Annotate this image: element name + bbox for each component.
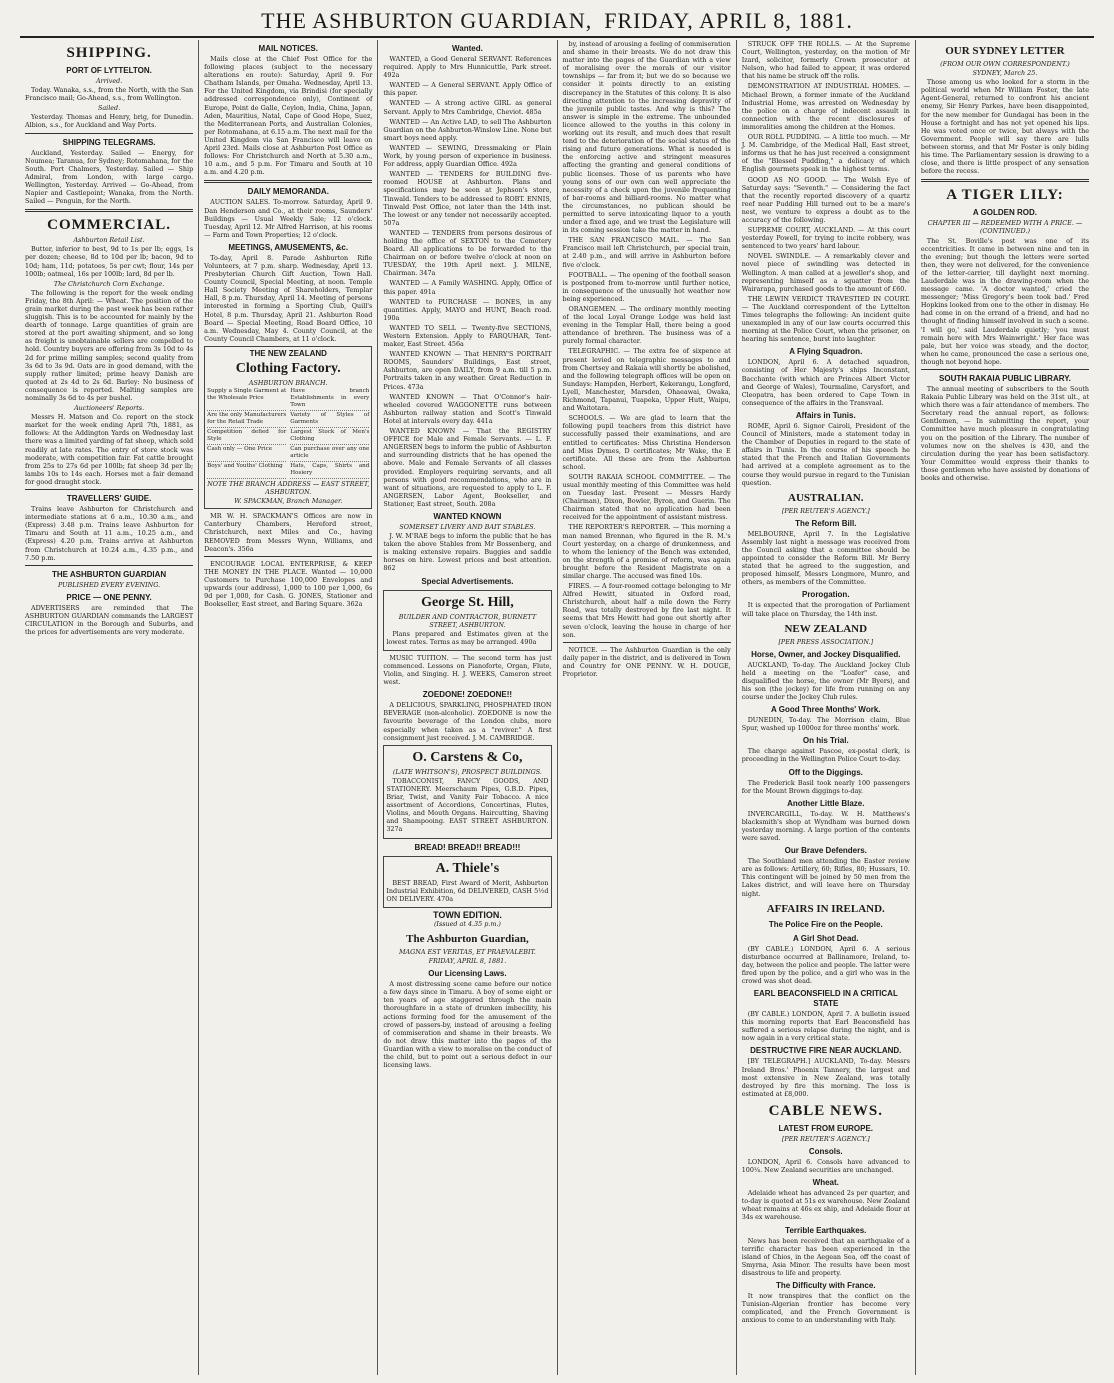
clothing-row: Have branch Establishments in every Town [290,388,369,411]
cable-press: [PER REUTER'S AGENCY.] [781,1134,870,1143]
divider [25,133,193,134]
travellers-text: Trains leave Ashburton for Christchurch and intermediate stations at 6 a.m., 10.30 a.m., and (Express) 3.48 p.m. Trains leave Ashburton for Timaru and South at 11 a.m., 10.25 a.m., and (Express) 4.20 p.m. Trains arrive at Ashburton from Christchurch at 10.24 a.m., 4.35 p.m., and 7.50 p.m. [25,505,194,562]
corn-text: The following is the report for the week ending Friday, the 8th April: — Wheat. The position of the grain market during the past week has been rather sluggish. This is to be accounted for mainly by the dearth of tonnage. Large quantities of grain are stored at the port awaiting shipment, and so long as freight is unobtainable sellers are compelled to hold. Country buyers are offering from 3s 10d to 4s 2d for prime milling samples; second quality from 3s 6d to 3s 9d. Oats are in good demand, with the supply rather limited; prime heavy Danish are quoted at 2s 4d to 2s 6d. Barley: No business of consequence is reported. Malting samples are nominally 3s 6d to 4s per bushel. [25,288,194,402]
squadron-text: LONDON, April 6. A detached squadron, consisting of Her Majesty's ships Inconstant, Bacchante (with which are Princes Albert Victor and George of Wales), Tourmaline, Carysfort, and Cleopatra, has been ordered to Cape Town in consequence of the affairs in the Transvaal. [741,358,910,407]
arrived-heading: Arrived. [95,77,123,85]
news-item: FOOTBALL. — The opening of the football season is postponed from to-morrow until further notice, in consequence of the unusually hot weather now being experienced. [562,270,731,303]
column-6 [916,40,1094,1375]
news-item: SUPREME COURT, AUCKLAND. — At this court yesterday Powell, for trying to incite robbery, was sentenced to two years' hard labour. [741,226,910,251]
encourage-ad: ENCOURAGE LOCAL ENTERPRISE, & KEEP THE MONEY IN THE PLACE. Wanted — 10,000 Customers to Purchase 100,000 Envelopes and upwards (our address), 1,000 to 100 per 1,000, 6s 9d per 1,000, for Cash. G. JONES, Stationer and Bookseller, East street, and Baring Square. 362a [204,559,373,609]
column-4 [558,40,737,1375]
guardian-notice-sub: PUBLISHED EVERY EVENING. [57,580,161,589]
hill-ad [383,590,551,651]
column-1 [20,40,199,1375]
blaze-heading: Another Little Blaze. [787,798,865,808]
chapter-heading: CHAPTER III — REDEEMED WITH A PRICE. — (CONTINUED.) [927,219,1083,236]
tiger-sub: A GOLDEN ROD. [972,208,1038,218]
trial-heading: On his Trial. [802,736,849,746]
column-5 [737,40,916,1375]
blaze-text: INVERCARGILL, To-day. W. H. Matthews's blacksmith's shop at Wyndham was burned down yesterday morning. A large portion of the contents were saved. [741,809,910,843]
telegrams-heading: SHIPPING TELEGRAMS. [62,137,156,147]
retail-heading: Ashburton Retail List. [73,236,145,245]
wanted-ad: WANTED to PURCHASE — BONES, in any quantities. Apply, MAYO and HUNT, Beach road. 190a [383,297,552,322]
latest-heading: LATEST FROM EUROPE. [778,1123,874,1133]
news-item: GOOD AS NO GOOD. — The Welsh Eye of Saturday says: "Seventh." — Considering the fact that the recently reported discovery of a quartz reef near Pudding Hill turned out to be a mare's nest, we venture to express a doubt as to the accuracy of the following. [741,175,910,224]
australian-press: [PER REUTER'S AGENCY.] [781,506,870,515]
reform-text: MELBOURNE, April 7. In the Legislative Assembly last night a message was received from the Council asking that a committee should be appointed to consider the Reform Bill. Mr Berry stated that he agreed to the suggestion, and proposed himself, Messrs Longmore, Munro, and others, as members of the Committee. [741,529,910,587]
news-item: FIRES. — A four-roomed cottage belonging to Mr Alfred Hewitt, situated in Oxford road, Christchurch, about half a mile down the Ferry Road, was totally destroyed by fire last night. It seems that Mrs Hewitt had gone out shortly after seven o'clock, leaving the house in charge of her son. [562,582,731,639]
beaconsfield-heading: EARL BEACONSFIELD IN A CRITICAL STATE [753,989,898,1009]
news-item: SCHOOLS. — We are glad to learn that the following pupil teachers from this district have successfully passed their examinations, and are entitled to certificates: Miss Christina Henderson and Miss Dymes, D certificates; Mr Wake, the E certificate. All these are from the Ashburton school. [562,414,731,471]
fire-heading: DESTRUCTIVE FIRE NEAR AUCKLAND. [750,1046,902,1056]
meetings-text: To-day, April 8. Parade Ashburton Rifle Volunteers, at 7 p.m. sharp. Wednesday, April 13. Presbyterian Church Gift Auction, Town Hall. County Council, Special Meeting, at noon. Temple Hall Society Meeting of Shareholders, Templar Hall, 8 p.m. Thursday, April 14. Meeting of persons interested in forming a Sporting Club, Quill's Hotel, 8 p.m. Thursday, April 21. Ashburton Road Board — Special Meeting, Road Board Office, 10 a.m. Wednesday, May 4. County Council, at the County Council Chambers, at 11 o'clock. [204,253,373,343]
music-ad: MUSIC TUITION. — The second term has just commenced. Lessons on Pianoforte, Organ, Flute, Violin, and Singing. H. J. WEEKS, Cameron street west. [383,653,552,687]
paper-title: The Ashburton Guardian, [406,932,529,945]
guardian-notice-text: ADVERTISERS are reminded that The ASHBURTON GUARDIAN commands the LARGEST CIRCULATION in the Borough and Suburbs, and the prices for advertisements are very moderate. [25,603,194,637]
hill-title: George St. Hill, [421,594,514,610]
wheat-heading: Wheat. [812,1178,839,1188]
clothing-row: Can purchase over any one article [290,446,369,462]
divider [25,565,193,566]
wanted-ad: WANTED KNOWN — That O'Connor's hair-wheeled covered WAGGONETTE runs between Ashburton railway station and Scott's Tinwald Hotel at intervals every day. 441a [383,392,552,425]
news-item: THE SAN FRANCISCO MAIL. — The San Francisco mail left Christchurch, per special train, at 2.40 p.m., and will arrive in Ashburton before five o'clock. [562,236,731,269]
divider [204,556,372,557]
prorogation-text: It is expected that the prorogation of Parliament will take place on Thursday, the 14th inst. [741,601,910,618]
clothing-row: Cash only — One Price [207,446,286,462]
clothing-title: Clothing Factory. [235,360,341,376]
licensing-text: A most distressing scene came before our notice a few days since in Timaru. A boy of some eight or ten years of age staggered through the main thoroughfare in a state of drunken imbecility, his actions forming food for the amusement of the crowd of passers-by, instead of arousing a feeling of commiseration and shame in their breasts. We do not draw this matter into the pages of the Guardian with a view to moralise on the conduct of the child, but to point out a serious defect in our licensing laws. [383,980,552,1070]
divider [921,179,1089,182]
clothing-row: Largest Stock of Men's Clothing [290,429,369,445]
paper-motto: MAGNA EST VERITAS, ET PRAEVALEBIT. [399,947,536,956]
columns [20,40,1094,1375]
divider [204,180,372,183]
editorial-text: by, instead of arousing a feeling of commiseration and shame in their breasts. We do not draw this matter into the pages of the Guardian with a view of moralising over the morals of our visitor townships — far from it; but we do so because we consider it points directly to an existing discrepancy in the Statutes of this colony. It is also directing attention to the increasing depravity of the juvenile public tastes. And why is this? The answer is simple in the extreme. The unbounded licence allowed to the youths in this colony in working out its result, and much does that result tend to the deterioration of the social status of the rising and future generations. What is needed is the enforcing active and stringent measures affecting the granting and general conditions of public licenses. Those of us parents who have young sons of our own can well appreciate the necessity of a check upon the juvenile frequenting of bar-rooms and billiard-rooms. No matter what the circumstances, no publican should be permitted to serve intoxicating liquor to a youth under a fixed age, and we trust the Legislature will in its coming session take the matter in hand. [562,40,731,235]
defenders-heading: Our Brave Defenders. [784,846,867,856]
cable-heading: CABLE NEWS. [768,1102,883,1119]
wanted-ad: WANTED — A General SERVANT. Apply Office of this paper. [383,81,552,98]
notice-text: NOTICE. — The Ashburton Guardian is the only daily paper in the district, and is delivered in Town and Country for ONE PENNY. W. H. DOUGE, Proprietor. [562,645,731,679]
clothing-row: Variety of Styles of Garments [290,412,369,428]
clothing-row: Competition defied for Style [207,429,286,445]
memoranda-heading: DAILY MEMORANDA. [247,187,329,197]
defenders-text: The Southland men attending the Easter review are as follows: Artillery, 60; Rifles, 80; Hussars, 10. This contingent will be joined by 50 men from the Lakes district, and will leave here on Thursday night. [741,857,910,898]
town-edition: TOWN EDITION. [433,909,502,920]
carstens-title: O. Carstens & Co, [412,749,523,765]
wanted-ad: WANTED — An Active LAD, to sell The Ashburton Guardian on the Ashburton-Winslow Line. None but smart boys need apply. [383,117,552,142]
sydney-sub: (FROM OUR OWN CORRESPONDENT.) [940,60,1070,68]
squadron-heading: A Flying Squadron. [789,347,863,357]
zoedone-text: A DELICIOUS, SPARKLING, PHOSPHATED IRON BEVERAGE (non-alcoholic). ZOEDONE is now the favourite beverage of the London clubs, more especially when taken as a "reviver." A first consignment just received. J. M. CAMBRIDGE. [383,701,552,742]
masthead-paper-name: THE ASHBURTON GUARDIAN, [261,8,593,33]
work-heading: A Good Three Months' Work. [771,705,881,715]
shipping-heading: SHIPPING. [66,45,152,61]
wanted-ad: WANTED — A strong active GIRL as general Servant. Apply to Mrs Cambridge, Cheviot. 485a [383,99,552,116]
news-item: SOUTH RAKAIA SCHOOL COMMITTEE. — The usual monthly meeting of this Committee was held on Tuesday last. Present — Messrs Hardy (Chairman), Dixon, Bowler, Byron, and Guerin. The Chairman stated that no application had been received for the appointment of assistant mistress. [562,472,731,522]
consols-heading: Consols. [808,1147,843,1156]
news-item: OUR ROLL PUDDING. — A little too much. — Mr J. M. Cambridge, of the Medical Hall, East street, informs us that he has just received a consignment of the "Blessed Pudding," a delicacy of which English gourmets speak in the highest terms. [741,133,910,174]
news-item: ORANGEMEN. — The ordinary monthly meeting of the local Loyal Orange Lodge was held last evening in the Templar Hall, there being a good attendance of brethren. The business was of a purely formal character. [562,305,731,346]
column-2 [199,40,378,1375]
corn-heading: The Christchurch Corn Exchange. [53,279,165,288]
clothing-row: Are the only Manufacturers for the Retail Trade [207,412,286,428]
news-item: TELEGRAPHIC. — The extra fee of sixpence at present levied on telegraphic messages to and from Chertsey and Rakaia will shortly be abolished, and the following telegraph offices will be open on Sundays: Hampden, Herbert, Kekerangu, Longford, Lyell, Manchester, Marsden, Ohaeawai, Owaka, Richmond, Tapanui, Tuapeka, Upper Hutt, Waipu, and Waitotara. [562,347,731,413]
spackman-ad: MR W. H. SPACKMAN'S Offices are now in Canterbury Chambers, Hereford street, Christchurch, next Miles and Co., having REMOVED from Messrs Wynn, Williams, and Deacon's. 356a [204,512,373,553]
travellers-heading: TRAVELLERS' GUIDE. [66,494,152,504]
guardian-notice-title: THE ASHBURTON GUARDIAN [51,569,167,579]
clothing-branch: ASHBURTON BRANCH. [248,378,328,387]
library-heading: SOUTH RAKAIA PUBLIC LIBRARY. [939,374,1071,383]
quakes-text: News has been received that an earthquake of a terrific character has been experienced in the island of Chios, in the Aegean Sea, off the coast of Smyrna, Asia Minor. The results have been most disastrous to life and property. [741,1236,910,1277]
carstens-ad [383,745,551,839]
tunis-text: ROME, April 6. Signor Cairoli, President of the Council of Ministers, made a statement today in the Chamber of Deputies in regard to the state of affairs in Tunis. In the course of his speech he stated that the French and Italian Governments had arrived at a complete agreement as to the course they would pursue in regard to the Tunisian question. [741,421,910,487]
tiger-text: The St. Boville's post was one of its eccentricities. It came in between nine and ten in the evening; but though the letters were sorted then, they were not delivered, for the convenience of the letter-carrier, till daylight next morning. Lauderdale was in the drawing-room when the message came. 'A doctor wanted,' cried the messenger; 'Miss Gregory's been took bad.' Fred Hopkins looked from one to the other in dismay. He had come in on the errand of a friend, and had no thought of finding himself involved in such a scene. 'I will go,' said Lauderdale quietly; 'you must remain here with Mrs Wainwright.' Her face was pale, but her voice was steady, and the doctor, when he came, pronounced the case a serious one, though not beyond hope. [920,236,1090,366]
masthead-date: FRIDAY, APRIL 8, 1881. [604,8,853,33]
commercial-heading: COMMERCIAL. [47,217,172,234]
beaconsfield-text: (BY CABLE.) LONDON, April 7. A bulletin issued this morning reports that Earl Beaconsfield has suffered a serious relapse during the night, and is now again in a very critical state. [741,1010,910,1043]
work-text: DUNEDIN, To-day. The Morrison claim, Blue Spur, washed up 1000oz for three months' work. [741,716,910,733]
ireland-heading: AFFAIRS IN IRELAND. [766,902,885,915]
nz-press: [PER PRESS ASSOCIATION.] [778,637,874,646]
livery-text: J. W. M'RAE begs to inform the public that he has taken the above Stables from Mr Bossenberg, and is making extensive repairs. Buggies and saddle horses on hire. Lowest prices and best attention. 862 [383,532,552,573]
livery-heading: WANTED KNOWN [433,511,502,521]
auction-heading: Auctioneers' Reports. [74,404,145,413]
news-item: DEMONSTRATION AT INDUSTRIAL HOMES. — Michael Brown, a former inmate of the Auckland Industrial Home, was arrested on Wednesday by the police on a charge of indecent assault in connection with the recent disclosures of immoralities among the children at the Homes. [741,82,910,131]
divider [25,489,193,490]
news-item: THE REPORTER'S REPORTER. — This morning a man named Brennan, who figured in the R. M.'s Court yesterday, on a charge of drunkenness, and to whom the leniency of the Bench was extended, on the strength of a promise of reform, was again brought before the Resident Magistrate on a similar charge. The accused was fined 10s. [562,523,731,580]
masthead [20,6,1094,38]
divider [25,209,193,212]
divider [921,369,1089,370]
retail-text: Butter, inferior to best, 9d to 1s per lb; eggs, 1s per dozen; cheese, 8d to 10d per lb; bacon, 9d to 10d; ham, 11d; potatoes, 5s per cwt; flour, 14s per 100lb; oatmeal, 16s per 100lb; lard, 8d per lb. [25,245,194,278]
news-item: NOVEL SWINDLE. — A remarkably clever and novel piece of swindling was detected in Wellington. A man called at a jeweller's shop, and representing himself as a squatter from the Wairarapa, purchased goods to the amount of £60. [741,252,910,293]
horse-heading: Horse, Owner, and Jockey Disqualified. [751,649,901,659]
carstens-text: TOBACCONIST, FANCY GOODS, AND STATIONERY. Meerschaum Pipes, G.B.D. Pipes, Briar, Twist, and Vanity Fair Tobacco. A nice assortment of Accordions, Concertinas, Flutes, Violins, and Mouth Organs. Haircutting, Shaving and Shampooing. EAST STREET ASHBURTON. 327a [386,776,549,834]
wanted-ad: WANTED KNOWN — That the REGISTRY OFFICE for Male and Female Servants. — L. F. ANGERSEN begs to inform the public of Ashburton and surrounding districts that he has opened the above. Male and Female Servants of all classes provided. Employers requiring servants, and all persons with good recommendations, who are in want of situations, are requested to apply to L. F. ANGERSEN, Labor Agent, Bookseller, and Stationer, East street, South. 208a [383,427,552,508]
girl-text: (BY CABLE.) LONDON, April 6. A serious disturbance occurred at Ballinamore, Ireland, to-day, between the police and people. The latter were fired upon by the police, and a girl who was in the crowd was shot dead. [741,944,910,985]
clothing-row: Supply a Single Garment at the Wholesale Price [207,388,286,411]
paper-date: FRIDAY, APRIL 8, 1881. [428,957,507,966]
trial-text: The charge against Pascoe, ex-postal clerk, is proceeding in the Wellington Police Court to-day. [741,747,910,764]
hill-sub: BUILDER AND CONTRACTOR, BURNETT STREET, ASHBURTON. [398,612,537,629]
clothing-list [207,388,369,479]
fire-text: [BY TELEGRAPH.] AUCKLAND, To-day. Messrs Ireland Bros.' Phoenix Tannery, the largest and most extensive in New Zealand, was totally destroyed by fire this morning. The loss is estimated at £8,000. [741,1057,910,1098]
news-item: STRUCK OFF THE ROLLS. — At the Supreme Court, Wellington, yesterday, on the motion of Mr Izard, solicitor, formerly Crown prosecutor at Nelson, who had failed to appear, it was ordered that his name be struck off the rolls. [741,40,910,81]
france-heading: The Difficulty with France. [775,1281,876,1291]
mail-text: Mails close at the Chief Post Office for the following places (subject to the necessary alterations en route): Saturday, April 9. For Chatham Islands, per Omaha. Wednesday, April 13. For the United Kingdom, via Brindisi (for specially addressed correspondence only), Continent of Europe, Point de Galle, Ceylon, India, China, Japan, Aden, Mauritius, Natal, Cape of Good Hope, Suez, the Mediterranean Ports, and Australian Colonies, per Rotomahana, at 6.15 a.m. The next mail for the United Kingdom via San Francisco will leave on April 23rd. Mails close at Ashburton Post Office as follows: For Christchurch and North at 5.30 a.m., 10 a.m., and 5 p.m. For Timaru and South at 10 a.m. and 4.20 p.m. [204,55,373,177]
library-text: The annual meeting of subscribers to the South Rakaia Public Library was held on the 31st ult., at which there was a fair attendance of members. The Secretary read the annual report, as follows: Gentlemen, — In submitting the report, your Committee have much pleasure in congratulating you on the position of the Library. The number of volumes now on the shelves is 430, and the circulation during the year has been satisfactory. Your Committee would express their thanks to those gentlemen who have assisted by donations of books and otherwise. [920,385,1090,483]
carstens-sub: (LATE WHITSON'S), PROSPECT BUILDINGS. [392,767,542,776]
auction-text: Messrs H. Matson and Co. report on the stock market for the week ending April 7th, 1881, as follows: At the Addington Yards on Wednesday last there was a limited yarding of fat sheep, which sold readily at late rates. The entry of store stock was moderate, with competition fair. Fat cattle brought from 25s to 27s 6d per 100lb; fat sheep 3d per lb; lambs 10s to 14s each. Horses met a fair demand for good draught stock. [25,413,194,486]
clothing-factory-ad [204,346,372,509]
clothing-manager: W. SPACKMAN, Branch Manager. [234,497,343,506]
clothing-address: NOTE THE BRANCH ADDRESS — EAST STREET, ASHBURTON. [207,480,370,497]
livery-title: SOMERSET LIVERY AND BAIT STABLES. [399,522,536,531]
sydney-date: SYDNEY, March 25. [972,69,1038,78]
arrived-text: Today. Wanaka, s.s., from the North, with the San Francisco mail; Go-Ahead, s.s., from Wellington. [25,86,194,103]
special-heading: Special Advertisements. [421,576,514,586]
telegrams-text: Auckland, Yesterday. Sailed — Energy, for Noumea; Taranua, for Sydney; Rotomahana, for the South. Port Chalmers, Yesterday. Sailed — Ship Admiral, from London, with large cargo. Wellington, Yesterday. Arrived — Go-Ahead, from Napier and Castlepoint; Wanaka, from the North. Sailed — Penguin, for the North. [25,148,194,206]
thiele-text: BEST BREAD, First Award of Merit, Ashburton Industrial Exhibition, 6d DELIVERED, CASH 5½d ON DELIVERY. 470a [386,878,549,903]
zoedone-heading: ZOEDONE! ZOEDONE!! [422,690,513,700]
news-item: THE LEWIN VERDICT TRAVESTIED IN COURT. — The Auckland correspondent of the Lyttelton Times telegraphs the following: An incident quite unexampled in any of our law courts occurred this morning at the Police Court, when the prisoner, on hearing his sentence, burst into laughter. [741,294,910,344]
wanted-ad: WANTED — SEWING, Dressmaking or Plain Work, by young person of experience in business. For address, apply Guardian Office. 492a [383,143,552,169]
mail-heading: MAIL NOTICES. [258,44,318,53]
town-edition-sub: (Issued at 4.35 p.m.) [433,919,501,928]
nz-heading: NEW ZEALAND [784,622,868,635]
divider [563,642,731,643]
tunis-heading: Affairs in Tunis. [795,410,856,420]
wanted-ad: WANTED — TENDERS from persons desirous of holding the office of SEXTON to the Cemetery Board. All applications to be forwarded to the Chairman on or before twelve o'clock at noon on TUESDAY, the 19th April next. J. MILNE, Chairman. 347a [383,228,552,278]
thiele-ad [383,856,551,908]
sailed-text: Yesterday. Thomas and Henry, brig, for Dunedin. Albion, s.s., for Auckland and Way Ports. [25,113,194,130]
prorogation-heading: Prorogation. [801,590,850,600]
wanted-ad: WANTED — TENDERS for BUILDING five-roomed HOUSE at Ashburton. Plans and specifications may be seen at Jephson's store, Tinwald. Tenders to be addressed to ROBT. ENNIS, Tinwald Post Office, not later than the 14th inst. The lowest or any tender not necessarily accepted. 507a [383,170,552,227]
tiger-heading: A TIGER LILY: [946,187,1064,204]
wanted-ad: WANTED — A Family WASHING. Apply, Office of this paper. 491a [383,279,552,296]
horse-text: AUCKLAND, To-day. The Auckland Jockey Club held a meeting on the "Loafer" case, and disqualified the horse, the owner (Mr Byers), and his son (the jockey) for life from running on any course under the Jockey Club rules. [741,660,910,702]
wanted-ad: WANTED KNOWN — That HENRY'S PORTRAIT ROOMS, Saunders' Buildings, East street, Ashburton, are open DAILY, from 9 a.m. till 5 p.m. Portraits taken in any weather. Great Reduction in Prices. 473a [383,350,552,391]
diggings-text: The Frederick Basil took nearly 100 passengers for the Mount Brown diggings to-day. [741,778,910,795]
licensing-heading: Our Licensing Laws. [428,969,507,979]
quakes-heading: Terrible Earthquakes. [785,1225,867,1235]
wanted-ad: WANTED TO SELL — Twenty-five SECTIONS, Western Extension. Apply to FARQUHAR, Tent-maker, East Street. 456a [383,323,552,349]
memoranda-text: AUCTION SALES. To-morrow. Saturday, April 9. Dan Henderson and Co., at their rooms, Saunders' Buildings — Usual Weekly Sale; 12 o'clock. Tuesday, April 12. Mr Alfred Harrison, at his rooms — Farm and Town Properties; 12 o'clock. [204,198,373,239]
police-heading: The Police Fire on the People. [768,919,883,929]
clothing-row: Hats, Caps, Shirts and Hosiery [290,463,369,479]
france-text: It now transpires that the conflict on the Tunisian-Algerian frontier has become very complicated, and the French Government is anxious to come to an understanding with Italy. [741,1292,910,1325]
port-heading: PORT OF LYTTELTON. [66,66,152,75]
column-3 [378,40,557,1375]
clothing-row: Boys' and Youths' Clothing [207,463,286,479]
sydney-text: Those among us who looked for a storm in the political world when Mr William Foster, the late Agent-General, returned to confront his ancient enemy, Sir Henry Parkes, have been disappointed, for the new member for Gundagai has been in the House a fortnight and has not yet opened his lips. He was voted once or twice, but always with the Government. People will say there are lulls between storms, and that Mr Foster is only biding his time. The Parliamentary session is drawing to a close, and there is little prospect of any sensation before the recess. [920,78,1090,176]
wanted-ad: WANTED, a Good General SERVANT. References required. Apply to Mrs Hunnicuttle, Park street. 492a [383,55,552,80]
consols-text: LONDON, April 6. Consols have advanced to 100¼. New Zealand securities are unchanged. [741,1158,910,1175]
reform-heading: The Reform Bill. [795,518,857,528]
sydney-heading: OUR SYDNEY LETTER [945,45,1065,57]
wheat-text: Adelaide wheat has advanced 2s per quarter, and to-day is quoted at 51s ex warehouse. New Zealand wheat remains at 46s ex ship, and Adelaide flour at 34s ex warehouse. [741,1189,910,1222]
guardian-price: PRICE — ONE PENNY. [66,592,152,602]
wanted-heading: Wanted. [452,44,483,53]
hill-text: Plans prepared and Estimates given at the lowest rates. Terms as may be arranged. 490a [386,629,549,646]
sailed-heading: Sailed. [97,104,121,113]
australian-heading: AUSTRALIAN. [788,491,864,504]
bread-heading: BREAD! BREAD!! BREAD!!! [414,842,521,852]
clothing-head: THE NEW ZEALAND [249,348,327,358]
diggings-heading: Off to the Diggings. [788,767,863,777]
girl-heading: A Girl Shot Dead. [793,933,859,943]
thiele-title: A. Thiele's [435,860,500,876]
meetings-heading: MEETINGS, AMUSEMENTS, &c. [228,242,349,252]
